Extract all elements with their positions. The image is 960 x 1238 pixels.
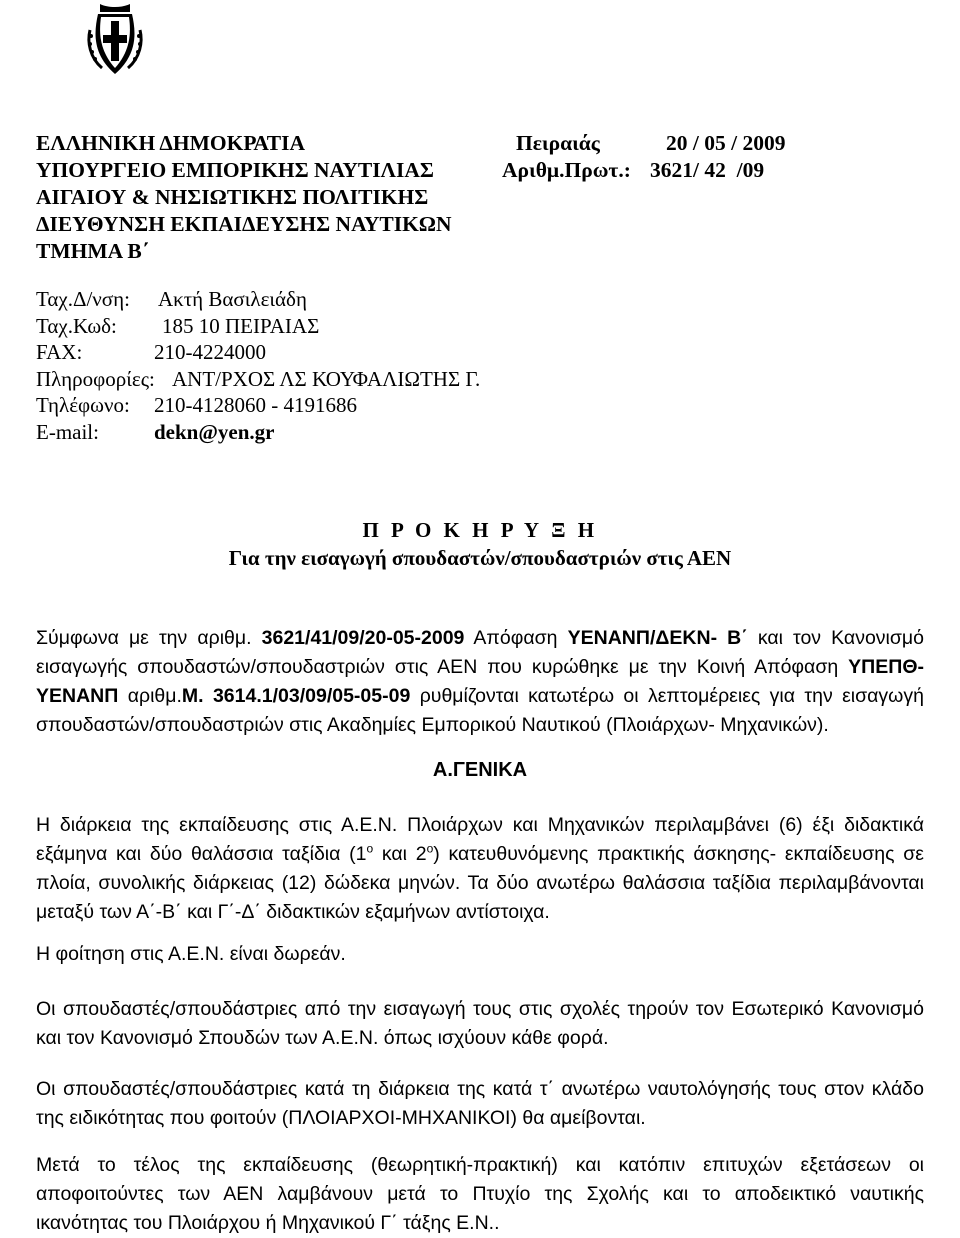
text-run: ) κατευθυνόμενης πρακτικής άσκησης- εκπαίδευσης σε — [433, 843, 924, 865]
contact-row — [36, 313, 736, 340]
issuer-line: ΤΜΗΜΑ Β΄ — [36, 239, 149, 263]
ordinal-superscript: ο — [366, 841, 374, 856]
contact-label: Πληροφορίες: — [36, 366, 155, 391]
email-link[interactable]: dekn@yen.gr — [154, 419, 275, 444]
text-line — [36, 840, 924, 869]
greek-emblem-icon — [86, 2, 144, 76]
contact-value: Ακτή Βασιλειάδη — [158, 287, 307, 311]
text-line: Οι σπουδαστές/σπουδάστριες από την εισαγωγή τους στις σχολές τηρούν τον Εσωτερικό Κανονισμό — [36, 998, 924, 1020]
contact-label: E-mail: — [36, 419, 99, 444]
text-line — [36, 653, 924, 682]
general-paragraph — [36, 1075, 924, 1133]
section-title: Α.ΓΕΝΙΚΑ — [432, 759, 528, 781]
announcement-title: Π Ρ Ο Κ Η Ρ Υ Ξ Η — [362, 518, 598, 542]
text-line: πλοία, συνολικής διάρκειας (12) δώδεκα μηνών. Τα δύο ανωτέρω θαλάσσια ταξίδια περιλαμβάνονται — [36, 872, 924, 894]
contact-block — [36, 286, 736, 445]
contact-row — [36, 339, 736, 366]
contact-row — [36, 366, 736, 393]
text-line: Μετά το τέλος της εκπαίδευσης (θεωρητική-πρακτική) και κατόπιν επιτυχών εξετάσεων οι — [36, 1154, 924, 1176]
contact-value: ΑΝΤ/ΡΧΟΣ ΛΣ ΚΟΥΦΑΛΙΩΤΗΣ Γ. — [172, 366, 481, 391]
text-run: Σύμφωνα με την αριθμ. — [36, 627, 262, 649]
decision-number: Μ. 3614.1/03/09/05-05-09 — [181, 685, 411, 707]
general-paragraph — [36, 940, 924, 969]
text-line — [36, 682, 924, 711]
intro-paragraph — [36, 624, 924, 740]
contact-row — [36, 419, 736, 446]
text-run: εισαγωγής σπουδαστών/σπουδαστριών στις ΑΕΝ που κυρώθηκε με την Κοινή Απόφαση — [36, 656, 849, 678]
authority-code: ΥΠΕΠΘ- — [848, 656, 924, 678]
text-run: Απόφαση — [464, 627, 568, 649]
text-line: ικανότητας του Πλοιάρχου ή Μηχανικού Γ΄ τάξης Ε.Ν.. — [36, 1212, 500, 1234]
text-run: αριθμ. — [118, 685, 182, 707]
announcement-subtitle: Για την εισαγωγή σπουδαστών/σπουδαστριών στις ΑΕΝ — [228, 546, 732, 570]
contact-label: Τηλέφωνο: — [36, 393, 130, 417]
text-run: και τον Κανονισμό — [747, 627, 924, 649]
text-line: σπουδαστών/σπουδαστριών στις Ακαδημίες Εμπορικού Ναυτικού (Πλοιάρχων- Μηχανικών). — [36, 714, 829, 736]
contact-value: 210-4224000 — [154, 340, 266, 364]
issuer-line: ΑΙΓΑΙΟΥ & ΝΗΣΙΩΤΙΚΗΣ ΠΟΛΙΤΙΚΗΣ — [36, 185, 429, 209]
text-line: και τον Κανονισμό Σπουδών των Α.Ε.Ν. όπως ισχύουν κάθε φορά. — [36, 1027, 609, 1049]
text-line: Η φοίτηση στις Α.Ε.Ν. είναι δωρεάν. — [36, 943, 346, 965]
general-paragraph — [36, 995, 924, 1053]
text-line: αποφοιτούντες των ΑΕΝ λαμβάνουν μετά το Πτυχίο της Σχολής και το αποδεικτικό ναυτικής — [36, 1183, 924, 1205]
protocol-label: Αριθμ.Πρωτ.: — [502, 158, 631, 182]
text-run: εξάμηνα και δύο θαλάσσια ταξίδια (1 — [36, 843, 367, 865]
issuer-line: ΕΛΛΗΝΙΚΗ ΔΗΜΟΚΡΑΤΙΑ — [36, 131, 306, 155]
contact-label: FAX: — [36, 340, 83, 364]
date-row — [516, 130, 846, 157]
general-paragraph — [36, 811, 924, 927]
date-protocol-block — [502, 130, 846, 184]
protocol-row — [502, 157, 846, 184]
general-paragraph — [36, 1151, 924, 1238]
contact-value: 210-4128060 - 4191686 — [154, 393, 357, 417]
protocol-number: 3621/ 42 /09 — [650, 158, 765, 182]
date-value: 20 / 05 / 2009 — [666, 131, 786, 155]
issuer-line: ΥΠΟΥΡΓΕΙΟ ΕΜΠΟΡΙΚΗΣ ΝΑΥΤΙΛΙΑΣ — [36, 158, 434, 182]
text-line: της ειδικότητας που φοιτούν (ΠΛΟΙΑΡΧΟΙ-ΜΗΧΑΝΙΚΟΙ) θα αμείβονται. — [36, 1107, 646, 1129]
issuer-line: ΔΙΕΥΘΥΝΣΗ ΕΚΠΑΙΔΕΥΣΗΣ ΝΑΥΤΙΚΩΝ — [36, 212, 452, 236]
authority-code: ΥΕΝΑΝΠ — [36, 685, 119, 707]
text-line: μεταξύ των Α΄-Β΄ και Γ΄-Δ΄ διδακτικών εξαμήνων αντίστοιχα. — [36, 901, 550, 923]
text-line — [36, 624, 924, 653]
contact-label: Ταχ.Δ/νση: — [36, 287, 130, 311]
ordinal-superscript: ο — [426, 841, 434, 856]
authority-code: ΥΕΝΑΝΠ/ΔΕΚΝ- Β΄ — [567, 627, 748, 649]
contact-row — [36, 392, 736, 419]
contact-row — [36, 286, 736, 313]
city-label: Πειραιάς — [516, 131, 600, 155]
text-line: Η διάρκεια της εκπαίδευσης στις Α.Ε.Ν. Πλοιάρχων και Μηχανικών περιλαμβάνει (6) έξι διδακτικά — [36, 814, 924, 836]
text-run: ρυθμίζονται κατωτέρω οι λεπτομέρειες για την εισαγωγή — [410, 685, 924, 707]
issuer-block — [36, 130, 452, 265]
text-run: και 2 — [373, 843, 427, 865]
text-line: Οι σπουδαστές/σπουδάστριες κατά τη διάρκεια της κατά τ΄ ανωτέρω ναυτολόγησής τους στον κλάδο — [36, 1078, 924, 1100]
decision-number: 3621/41/09/20-05-2009 — [261, 627, 465, 649]
contact-value: 185 10 ΠΕΙΡΑΙΑΣ — [162, 313, 320, 338]
contact-label: Ταχ.Κωδ: — [36, 313, 117, 338]
